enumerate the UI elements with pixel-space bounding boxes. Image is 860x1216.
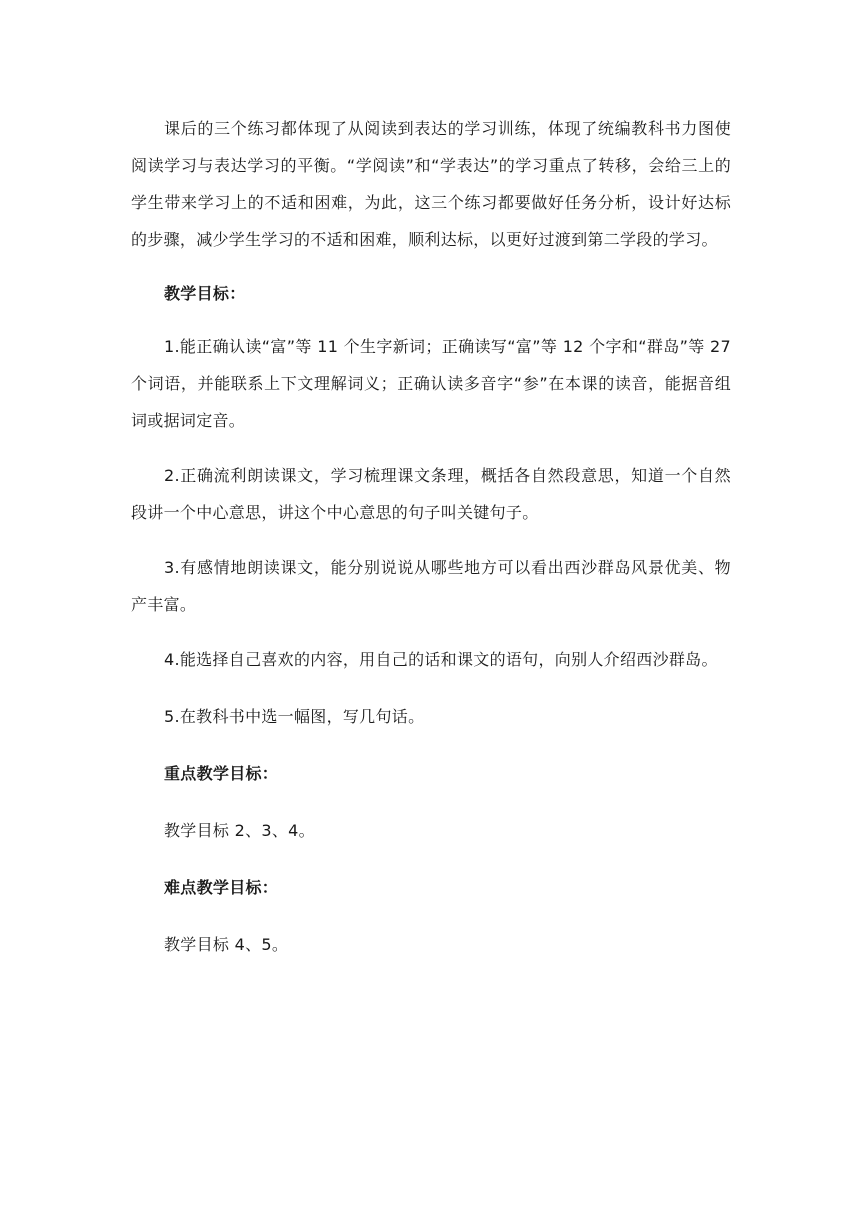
objectives-heading: 教学目标： <box>164 284 246 303</box>
document-page <box>131 110 731 963</box>
objective-item-4: 4.能选择自己喜欢的内容，用自己的话和课文的语句，向别人介绍西沙群岛。 <box>164 650 718 669</box>
objective-item-2: 2.正确流利朗读课文，学习梳理课文条理，概括各自然段意思，知道一个自然段讲一个中心意思，讲这个中心意思的句子叫关键句子。 <box>131 466 731 522</box>
difficult-objectives-heading: 难点教学目标： <box>164 878 279 897</box>
key-objectives-text: 教学目标 2、3、4。 <box>164 821 315 840</box>
objective-item-1: 1.能正确认读“富”等 11 个生字新词；正确读写“富”等 12 个字和“群岛”等 27 个词语，并能联系上下文理解词义；正确认读多音字“参”在本课的读音，能据音组词或据词定音。 <box>131 337 731 430</box>
objective-item-5: 5.在教科书中选一幅图，写几句话。 <box>164 707 425 726</box>
key-objectives-heading: 重点教学目标： <box>164 764 279 783</box>
intro-paragraph: 课后的三个练习都体现了从阅读到表达的学习训练，体现了统编教科书力图使阅读学习与表达学习的平衡。“学阅读”和“学表达”的学习重点了转移，会给三上的学生带来学习上的不适和困难，为此，这三个练习都要做好任务分析，设计好达标的步骤，减少学生学习的不适和困难，顺利达标，以更好过渡到第二学段的学习。 <box>131 119 731 249</box>
objective-item-3: 3.有感情地朗读课文，能分别说说从哪些地方可以看出西沙群岛风景优美、物产丰富。 <box>131 558 731 614</box>
difficult-objectives-text: 教学目标 4、5。 <box>164 935 289 954</box>
